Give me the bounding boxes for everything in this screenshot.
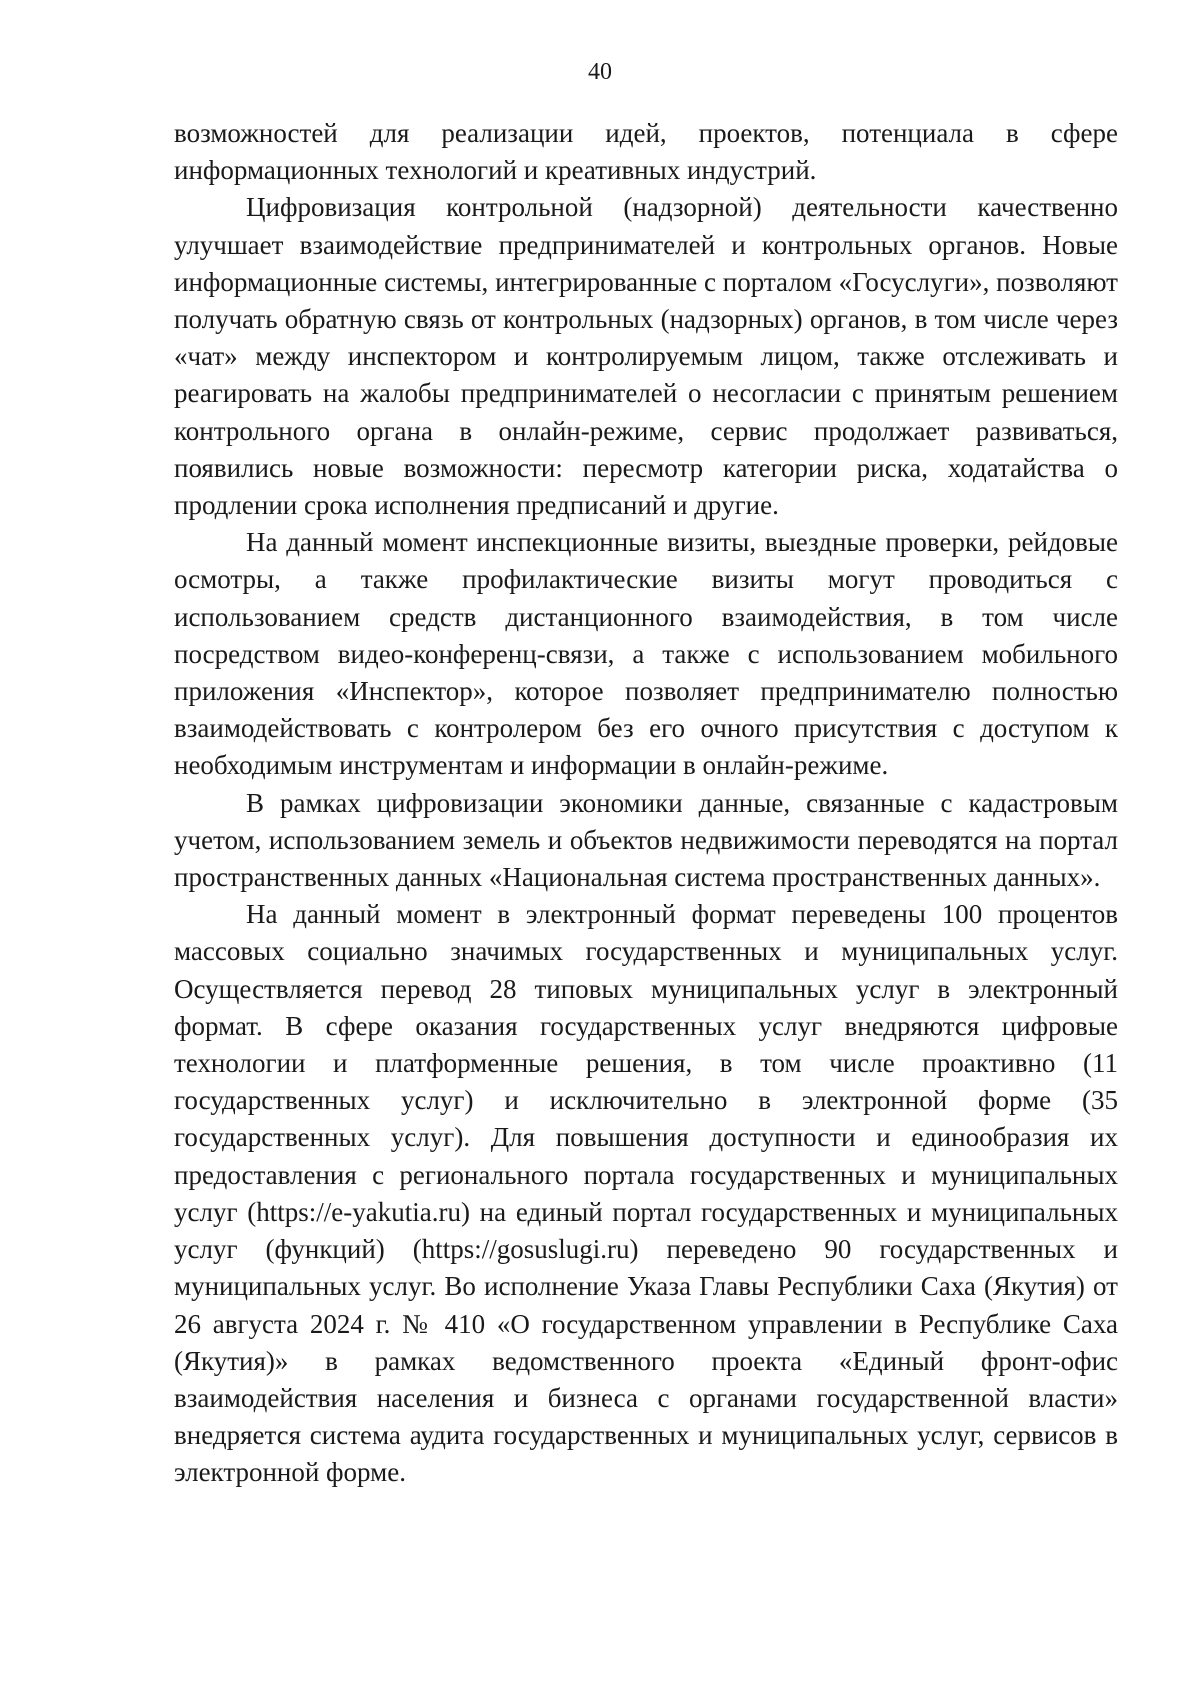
paragraph-continuation: возможностей для реализации идей, проектов, потенциала в сфере информационных технологий и креативных индустрий.	[174, 118, 1118, 186]
paragraph-spatial-data: В рамках цифровизации экономики данные, связанные с кадастровым учетом, использованием земель и объектов недвижимости переводятся на портал пространственных данных «Национальная система пространственных данных».	[174, 787, 1118, 893]
page-number: 40	[588, 59, 612, 85]
document-body	[174, 115, 1118, 1492]
paragraph-control-digitalization: Цифровизация контрольной (надзорной) деятельности качественно улучшает взаимодействие предпринимателей и контрольных органов. Новые информационные системы, интегрированные с порталом «Госуслуги», позволяют получать обратную связь от контрольных (надзорных) органов, в том числе через «чат» между инспектором и контролируемым лицом, также отслеживать и реагировать на жалобы предпринимателей о несогласии с принятым решением контрольного органа в онлайн-режиме, сервис продолжает развиваться, появились новые возможности: пересмотр категории риска, ходатайства о продлении срока исполнения предписаний и другие.	[174, 192, 1118, 521]
paragraph-remote-inspections: На данный момент инспекционные визиты, выездные проверки, рейдовые осмотры, а также профилактические визиты могут проводиться с использованием средств дистанционного взаимодействия, в том числе посредством видео-конференц-связи, а также с использованием мобильного приложения «Инспектор», которое позволяет предпринимателю полностью взаимодействовать с контролером без его очного присутствия с доступом к необходимым инструментам и информации в онлайн-режиме.	[174, 527, 1118, 781]
paragraph-public-services: На данный момент в электронный формат переведены 100 процентов массовых социально значимых государственных и муниципальных услуг. Осуществляется перевод 28 типовых муниципальных услуг в электронный формат. В сфере оказания государственных услуг внедряются цифровые технологии и платформенные решения, в том числе проактивно (11 государственных услуг) и исключительно в электронной форме (35 государственных услуг). Для повышения доступности и единообразия их предоставления с регионального портала государственных и муниципальных услуг (https://e-yakutia.ru) на единый портал государственных и муниципальных услуг (функций) (https://gosuslugi.ru) переведено 90 государственных и муниципальных услуг. Во исполнение Указа Главы Республики Саха (Якутия) от 26 августа 2024 г. № 410 «О государственном управлении в Республике Саха (Якутия)» в рамках ведомственного проекта «Единый фронт-офис взаимодействия населения и бизнеса с органами государственной власти» внедряется система аудита государственных и муниципальных услуг, сервисов в электронной форме.	[174, 899, 1118, 1488]
